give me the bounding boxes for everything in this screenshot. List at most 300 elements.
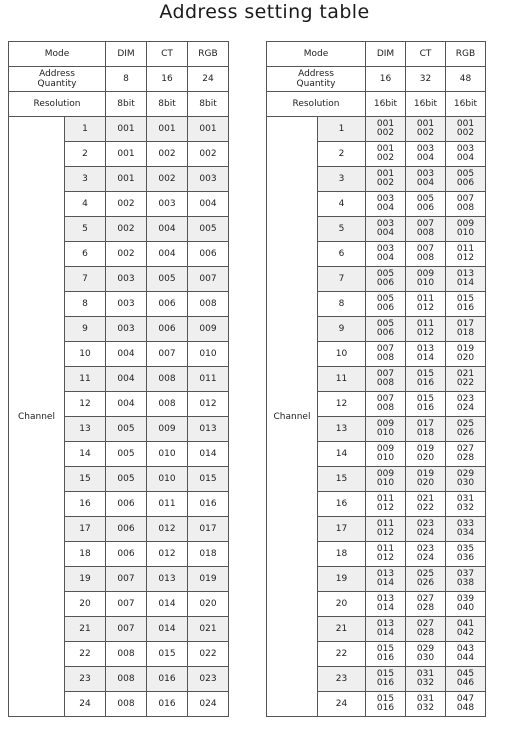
- address-high: 023: [416, 544, 435, 554]
- cell-dim: 004: [106, 342, 147, 367]
- address-high: 023: [456, 394, 475, 404]
- address-table-16bit: [266, 41, 486, 717]
- address-low: 020: [456, 353, 475, 363]
- address-high: 013: [376, 594, 395, 604]
- address-low: 038: [456, 578, 475, 588]
- address-pair: [377, 620, 394, 638]
- address-low: 022: [456, 378, 475, 388]
- cell-rgb: [446, 467, 486, 492]
- cell-ct: [406, 692, 446, 717]
- address-low: 030: [456, 478, 475, 488]
- col-header-dim: DIM: [366, 42, 406, 67]
- address-low: 004: [456, 153, 475, 163]
- address-low: 034: [456, 528, 475, 538]
- cell-dim: 005: [106, 417, 147, 442]
- cell-rgb: 015: [188, 467, 229, 492]
- channel-label: Channel: [267, 117, 318, 717]
- channel-number: 20: [318, 592, 366, 617]
- resolution-label: Resolution: [267, 92, 366, 117]
- address-low: 016: [416, 403, 435, 413]
- address-pair: [417, 120, 434, 138]
- address-high: 033: [456, 519, 475, 529]
- channel-number: 3: [318, 167, 366, 192]
- address-low: 046: [456, 678, 475, 688]
- address-low: 048: [456, 703, 475, 713]
- address-low: 002: [376, 128, 395, 138]
- cell-rgb: [446, 667, 486, 692]
- address-low: 008: [416, 228, 435, 238]
- cell-dim: [366, 442, 406, 467]
- cell-ct: [406, 642, 446, 667]
- cell-rgb: [446, 567, 486, 592]
- cell-ct: 008: [147, 367, 188, 392]
- cell-dim: [366, 592, 406, 617]
- cell-ct: [406, 342, 446, 367]
- cell-dim: [366, 492, 406, 517]
- resolution-ct: 8bit: [147, 92, 188, 117]
- channel-number: 7: [65, 267, 106, 292]
- cell-ct: 002: [147, 142, 188, 167]
- address-pair: [417, 570, 434, 588]
- cell-dim: [366, 467, 406, 492]
- address-quantity-row: [9, 67, 229, 92]
- address-pair: [457, 295, 474, 313]
- address-pair: [457, 320, 474, 338]
- cell-rgb: 002: [188, 142, 229, 167]
- resolution-row: [267, 92, 486, 117]
- cell-ct: 016: [147, 667, 188, 692]
- address-pair: [457, 220, 474, 238]
- address-high: 027: [416, 594, 435, 604]
- cell-rgb: 022: [188, 642, 229, 667]
- cell-ct: 015: [147, 642, 188, 667]
- resolution-ct: 16bit: [406, 92, 446, 117]
- address-low: 024: [456, 403, 475, 413]
- address-high: 027: [416, 619, 435, 629]
- cell-rgb: [446, 292, 486, 317]
- address-pair: [457, 345, 474, 363]
- cell-rgb: 005: [188, 217, 229, 242]
- address-pair: [417, 370, 434, 388]
- address-high: 031: [456, 494, 475, 504]
- address-low: 012: [416, 328, 435, 338]
- address-high: 009: [456, 219, 475, 229]
- address-pair: [457, 195, 474, 213]
- address-high: 017: [416, 419, 435, 429]
- channel-number: 1: [65, 117, 106, 142]
- address-high: 017: [456, 319, 475, 329]
- address-pair: [377, 320, 394, 338]
- cell-ct: 002: [147, 167, 188, 192]
- address-pair: [457, 420, 474, 438]
- address-low: 008: [416, 253, 435, 263]
- address-quantity-rgb: 48: [446, 67, 486, 92]
- address-pair: [417, 445, 434, 463]
- address-pair: [417, 195, 434, 213]
- cell-ct: 010: [147, 442, 188, 467]
- address-pair: [457, 470, 474, 488]
- resolution-row: [9, 92, 229, 117]
- address-high: 011: [416, 319, 435, 329]
- cell-ct: [406, 317, 446, 342]
- address-high: 015: [376, 669, 395, 679]
- address-high: 047: [456, 694, 475, 704]
- channel-number: 11: [65, 367, 106, 392]
- cell-rgb: 013: [188, 417, 229, 442]
- address-high: 007: [416, 244, 435, 254]
- address-pair: [417, 145, 434, 163]
- address-high: 025: [456, 419, 475, 429]
- address-low: 040: [456, 603, 475, 613]
- channel-number: 13: [65, 417, 106, 442]
- address-low: 014: [376, 628, 395, 638]
- address-pair: [417, 170, 434, 188]
- address-low: 012: [376, 503, 395, 513]
- mode-row: [9, 42, 229, 67]
- address-low: 020: [416, 453, 435, 463]
- channel-number: 2: [318, 142, 366, 167]
- channel-number: 8: [65, 292, 106, 317]
- address-pair: [377, 395, 394, 413]
- channel-number: 7: [318, 267, 366, 292]
- cell-ct: [406, 517, 446, 542]
- address-high: 009: [376, 469, 395, 479]
- cell-ct: 003: [147, 192, 188, 217]
- address-low: 044: [456, 653, 475, 663]
- cell-dim: 003: [106, 317, 147, 342]
- address-quantity-rgb: 24: [188, 67, 229, 92]
- address-pair: [377, 470, 394, 488]
- address-pair: [377, 670, 394, 688]
- address-pair: [377, 120, 394, 138]
- cell-ct: 006: [147, 292, 188, 317]
- address-quantity-ct: 32: [406, 67, 446, 92]
- cell-ct: [406, 392, 446, 417]
- cell-rgb: [446, 492, 486, 517]
- address-low: 024: [416, 528, 435, 538]
- address-high: 001: [376, 119, 395, 129]
- address-pair: [457, 120, 474, 138]
- address-pair: [457, 445, 474, 463]
- address-low: 002: [376, 153, 395, 163]
- cell-ct: [406, 142, 446, 167]
- address-low: 014: [456, 278, 475, 288]
- address-pair: [457, 245, 474, 263]
- cell-rgb: 011: [188, 367, 229, 392]
- cell-dim: [366, 217, 406, 242]
- table-row: [267, 117, 486, 142]
- address-pair: [457, 595, 474, 613]
- cell-rgb: 019: [188, 567, 229, 592]
- cell-dim: 006: [106, 492, 147, 517]
- address-pair: [417, 595, 434, 613]
- address-high: 001: [416, 119, 435, 129]
- cell-ct: [406, 542, 446, 567]
- address-high: 015: [376, 694, 395, 704]
- address-high: 003: [456, 144, 475, 154]
- address-high: 019: [416, 469, 435, 479]
- cell-rgb: [446, 692, 486, 717]
- cell-rgb: 004: [188, 192, 229, 217]
- cell-ct: [406, 267, 446, 292]
- address-quantity-row: [267, 67, 486, 92]
- cell-dim: 008: [106, 667, 147, 692]
- channel-number: 13: [318, 417, 366, 442]
- address-pair: [377, 545, 394, 563]
- address-high: 019: [416, 444, 435, 454]
- address-low: 002: [376, 178, 395, 188]
- address-high: 005: [376, 269, 395, 279]
- address-high: 021: [456, 369, 475, 379]
- cell-rgb: [446, 392, 486, 417]
- address-low: 032: [416, 678, 435, 688]
- address-pair: [457, 495, 474, 513]
- address-low: 004: [416, 178, 435, 188]
- cell-rgb: 018: [188, 542, 229, 567]
- resolution-label: Resolution: [9, 92, 106, 117]
- cell-ct: 005: [147, 267, 188, 292]
- address-high: 039: [456, 594, 475, 604]
- address-high: 011: [456, 244, 475, 254]
- channel-number: 5: [318, 217, 366, 242]
- cell-rgb: 020: [188, 592, 229, 617]
- cell-dim: [366, 367, 406, 392]
- channel-number: 10: [65, 342, 106, 367]
- col-header-ct: CT: [147, 42, 188, 67]
- address-high: 007: [456, 194, 475, 204]
- address-high: 015: [376, 644, 395, 654]
- cell-rgb: 001: [188, 117, 229, 142]
- cell-rgb: 008: [188, 292, 229, 317]
- address-pair: [377, 295, 394, 313]
- cell-rgb: 006: [188, 242, 229, 267]
- address-high: 045: [456, 669, 475, 679]
- address-high: 019: [456, 344, 475, 354]
- address-high: 043: [456, 644, 475, 654]
- address-pair: [377, 345, 394, 363]
- channel-number: 23: [65, 667, 106, 692]
- channel-number: 16: [318, 492, 366, 517]
- cell-rgb: 003: [188, 167, 229, 192]
- address-high: 029: [456, 469, 475, 479]
- cell-rgb: [446, 442, 486, 467]
- cell-rgb: 017: [188, 517, 229, 542]
- cell-dim: [366, 567, 406, 592]
- address-high: 011: [376, 494, 395, 504]
- address-high: 011: [376, 519, 395, 529]
- address-pair: [417, 620, 434, 638]
- address-high: 007: [376, 344, 395, 354]
- cell-dim: [366, 517, 406, 542]
- cell-ct: 004: [147, 217, 188, 242]
- channel-number: 19: [318, 567, 366, 592]
- address-high: 015: [416, 369, 435, 379]
- cell-rgb: 009: [188, 317, 229, 342]
- address-pair: [457, 570, 474, 588]
- cell-dim: 001: [106, 142, 147, 167]
- address-low: 016: [416, 378, 435, 388]
- cell-rgb: [446, 642, 486, 667]
- cell-dim: [366, 192, 406, 217]
- resolution-dim: 8bit: [106, 92, 147, 117]
- address-high: 001: [376, 144, 395, 154]
- channel-number: 19: [65, 567, 106, 592]
- cell-rgb: [446, 367, 486, 392]
- address-pair: [417, 645, 434, 663]
- col-header-rgb: RGB: [446, 42, 486, 67]
- address-low: 014: [416, 353, 435, 363]
- address-low: 012: [376, 553, 395, 563]
- address-high: 041: [456, 619, 475, 629]
- address-pair: [377, 145, 394, 163]
- address-pair: [417, 295, 434, 313]
- address-quantity-label: Address Quantity: [267, 67, 366, 92]
- col-header-rgb: RGB: [188, 42, 229, 67]
- address-high: 027: [456, 444, 475, 454]
- address-pair: [377, 245, 394, 263]
- address-pair: [377, 645, 394, 663]
- cell-ct: [406, 292, 446, 317]
- cell-ct: [406, 167, 446, 192]
- address-low: 006: [376, 303, 395, 313]
- address-low: 008: [456, 203, 475, 213]
- address-low: 042: [456, 628, 475, 638]
- cell-dim: 001: [106, 167, 147, 192]
- address-pair: [377, 420, 394, 438]
- cell-dim: [366, 167, 406, 192]
- cell-dim: [366, 317, 406, 342]
- channel-number: 18: [318, 542, 366, 567]
- cell-ct: 009: [147, 417, 188, 442]
- channel-number: 22: [318, 642, 366, 667]
- cell-ct: [406, 592, 446, 617]
- channel-number: 9: [65, 317, 106, 342]
- address-pair: [417, 670, 434, 688]
- cell-ct: [406, 367, 446, 392]
- cell-ct: [406, 442, 446, 467]
- cell-dim: [366, 142, 406, 167]
- address-pair: [377, 270, 394, 288]
- address-low: 010: [376, 453, 395, 463]
- address-pair: [417, 420, 434, 438]
- address-pair: [457, 545, 474, 563]
- address-high: 005: [376, 294, 395, 304]
- address-low: 010: [376, 428, 395, 438]
- cell-dim: [366, 617, 406, 642]
- cell-rgb: [446, 542, 486, 567]
- address-pair: [377, 695, 394, 713]
- address-high: 025: [416, 569, 435, 579]
- address-low: 006: [376, 278, 395, 288]
- cell-dim: 001: [106, 117, 147, 142]
- cell-dim: 005: [106, 467, 147, 492]
- cell-rgb: [446, 192, 486, 217]
- address-low: 008: [376, 403, 395, 413]
- address-low: 002: [416, 128, 435, 138]
- cell-dim: [366, 417, 406, 442]
- channel-number: 4: [65, 192, 106, 217]
- address-pair: [457, 395, 474, 413]
- address-quantity-label: Address Quantity: [9, 67, 106, 92]
- cell-rgb: [446, 417, 486, 442]
- address-high: 003: [376, 244, 395, 254]
- cell-rgb: [446, 142, 486, 167]
- cell-ct: 014: [147, 617, 188, 642]
- channel-number: 15: [318, 467, 366, 492]
- cell-rgb: [446, 617, 486, 642]
- channel-number: 6: [65, 242, 106, 267]
- address-high: 005: [456, 169, 475, 179]
- cell-dim: 005: [106, 442, 147, 467]
- address-low: 016: [376, 678, 395, 688]
- cell-ct: 001: [147, 117, 188, 142]
- address-high: 003: [376, 219, 395, 229]
- cell-dim: [366, 692, 406, 717]
- address-pair: [457, 670, 474, 688]
- address-low: 008: [376, 353, 395, 363]
- cell-dim: 003: [106, 292, 147, 317]
- resolution-dim: 16bit: [366, 92, 406, 117]
- cell-dim: [366, 542, 406, 567]
- address-low: 002: [456, 128, 475, 138]
- cell-ct: [406, 492, 446, 517]
- cell-rgb: [446, 317, 486, 342]
- address-high: 013: [376, 569, 395, 579]
- channel-number: 10: [318, 342, 366, 367]
- channel-number: 1: [318, 117, 366, 142]
- channel-number: 12: [318, 392, 366, 417]
- address-pair: [377, 520, 394, 538]
- address-high: 031: [416, 694, 435, 704]
- cell-rgb: [446, 517, 486, 542]
- cell-dim: [366, 667, 406, 692]
- cell-ct: 012: [147, 542, 188, 567]
- address-pair: [457, 695, 474, 713]
- address-high: 037: [456, 569, 475, 579]
- cell-rgb: [446, 117, 486, 142]
- channel-number: 22: [65, 642, 106, 667]
- address-low: 032: [456, 503, 475, 513]
- channel-number: 24: [318, 692, 366, 717]
- address-high: 003: [376, 194, 395, 204]
- address-high: 001: [376, 169, 395, 179]
- address-pair: [417, 470, 434, 488]
- cell-dim: 007: [106, 592, 147, 617]
- cell-dim: 002: [106, 217, 147, 242]
- cell-dim: [366, 642, 406, 667]
- channel-number: 15: [65, 467, 106, 492]
- mode-label: Mode: [267, 42, 366, 67]
- channel-number: 21: [65, 617, 106, 642]
- cell-rgb: [446, 242, 486, 267]
- address-high: 023: [416, 519, 435, 529]
- address-pair: [417, 395, 434, 413]
- address-low: 016: [376, 653, 395, 663]
- cell-dim: [366, 117, 406, 142]
- address-pair: [377, 170, 394, 188]
- cell-ct: 007: [147, 342, 188, 367]
- address-low: 004: [376, 203, 395, 213]
- address-pair: [417, 320, 434, 338]
- cell-ct: 010: [147, 467, 188, 492]
- address-high: 005: [376, 319, 395, 329]
- cell-ct: [406, 242, 446, 267]
- address-high: 021: [416, 494, 435, 504]
- channel-number: 20: [65, 592, 106, 617]
- address-quantity-ct: 16: [147, 67, 188, 92]
- address-low: 022: [416, 503, 435, 513]
- address-pair: [377, 195, 394, 213]
